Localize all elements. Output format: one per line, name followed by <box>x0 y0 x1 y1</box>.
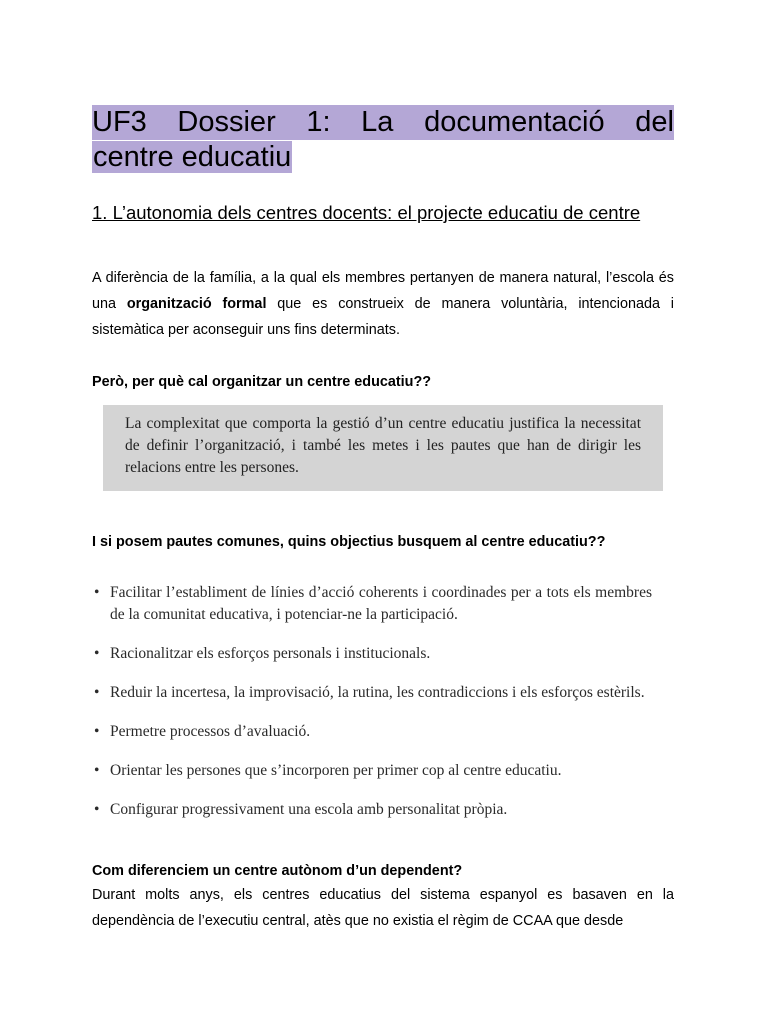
bullet-icon: • <box>94 584 100 601</box>
bullet-icon: • <box>94 801 100 818</box>
section-heading: 1. L’autonomia dels centres docents: el projecte educatiu de centre <box>92 202 641 223</box>
list-item <box>92 643 652 665</box>
title-line-2: centre educatiu <box>93 141 292 173</box>
question-heading: Com diferenciem un centre autònom d’un dependent? <box>92 863 463 879</box>
list-item-text: Facilitar l’establiment de línies d’acció coherents i coordinades per a tots els membres de la comunitat educativa, i potenciar-ne la participació. <box>110 584 652 623</box>
objectives-list <box>92 582 652 821</box>
intro-text-1: A diferència de la família, a la qual els membres pertanyen de manera natural, l’escola és una <box>92 270 674 312</box>
bullet-icon: • <box>94 723 100 740</box>
title-word: documentació <box>424 106 605 138</box>
list-item <box>92 760 652 782</box>
question-heading: Però, per què cal organitzar un centre educatiu?? <box>92 374 432 390</box>
intro-bold-term: organització formal <box>126 296 267 312</box>
intro-text-2: que es construeix de manera voluntària, intencionada i sistemàtica per aconseguir uns fins determinats. <box>92 296 675 338</box>
list-item-text: Orientar les persones que s’incorporen per primer cop al centre educatiu. <box>110 762 562 779</box>
list-item <box>92 799 652 821</box>
bullet-icon: • <box>94 645 100 662</box>
title-word: del <box>635 106 674 138</box>
document-title <box>92 105 674 175</box>
title-word: UF3 <box>92 106 147 138</box>
list-item-text: Configurar progressivament una escola amb personalitat pròpia. <box>110 801 508 818</box>
intro-paragraph <box>92 265 674 343</box>
list-item <box>92 682 652 704</box>
bullet-icon: • <box>94 684 100 701</box>
list-item <box>92 582 652 626</box>
question-heading: I si posem pautes comunes, quins objectius busquem al centre educatiu?? <box>92 534 606 550</box>
list-item-text: Permetre processos d’avaluació. <box>110 723 311 740</box>
list-item-text: Racionalitzar els esforços personals i institucionals. <box>110 645 431 662</box>
title-word: La <box>361 106 394 138</box>
list-item-text: Reduir la incertesa, la improvisació, la rutina, les contradiccions i els esforços estèrils. <box>110 684 645 701</box>
title-word: Dossier <box>177 106 276 138</box>
title-word: 1: <box>306 106 331 138</box>
list-item <box>92 721 652 743</box>
quote-box: La complexitat que comporta la gestió d’un centre educatiu justifica la necessitat de definir l’organització, i també les metes i les pautes que han de dirigir les relacions entre les persones. <box>103 405 663 491</box>
title-line-1 <box>92 105 674 140</box>
bullet-icon: • <box>94 762 100 779</box>
body-paragraph: Durant molts anys, els centres educatius del sistema espanyol es basaven en la dependència de l’executiu central, atès que no existia el règim de CCAA que desde <box>92 887 674 929</box>
